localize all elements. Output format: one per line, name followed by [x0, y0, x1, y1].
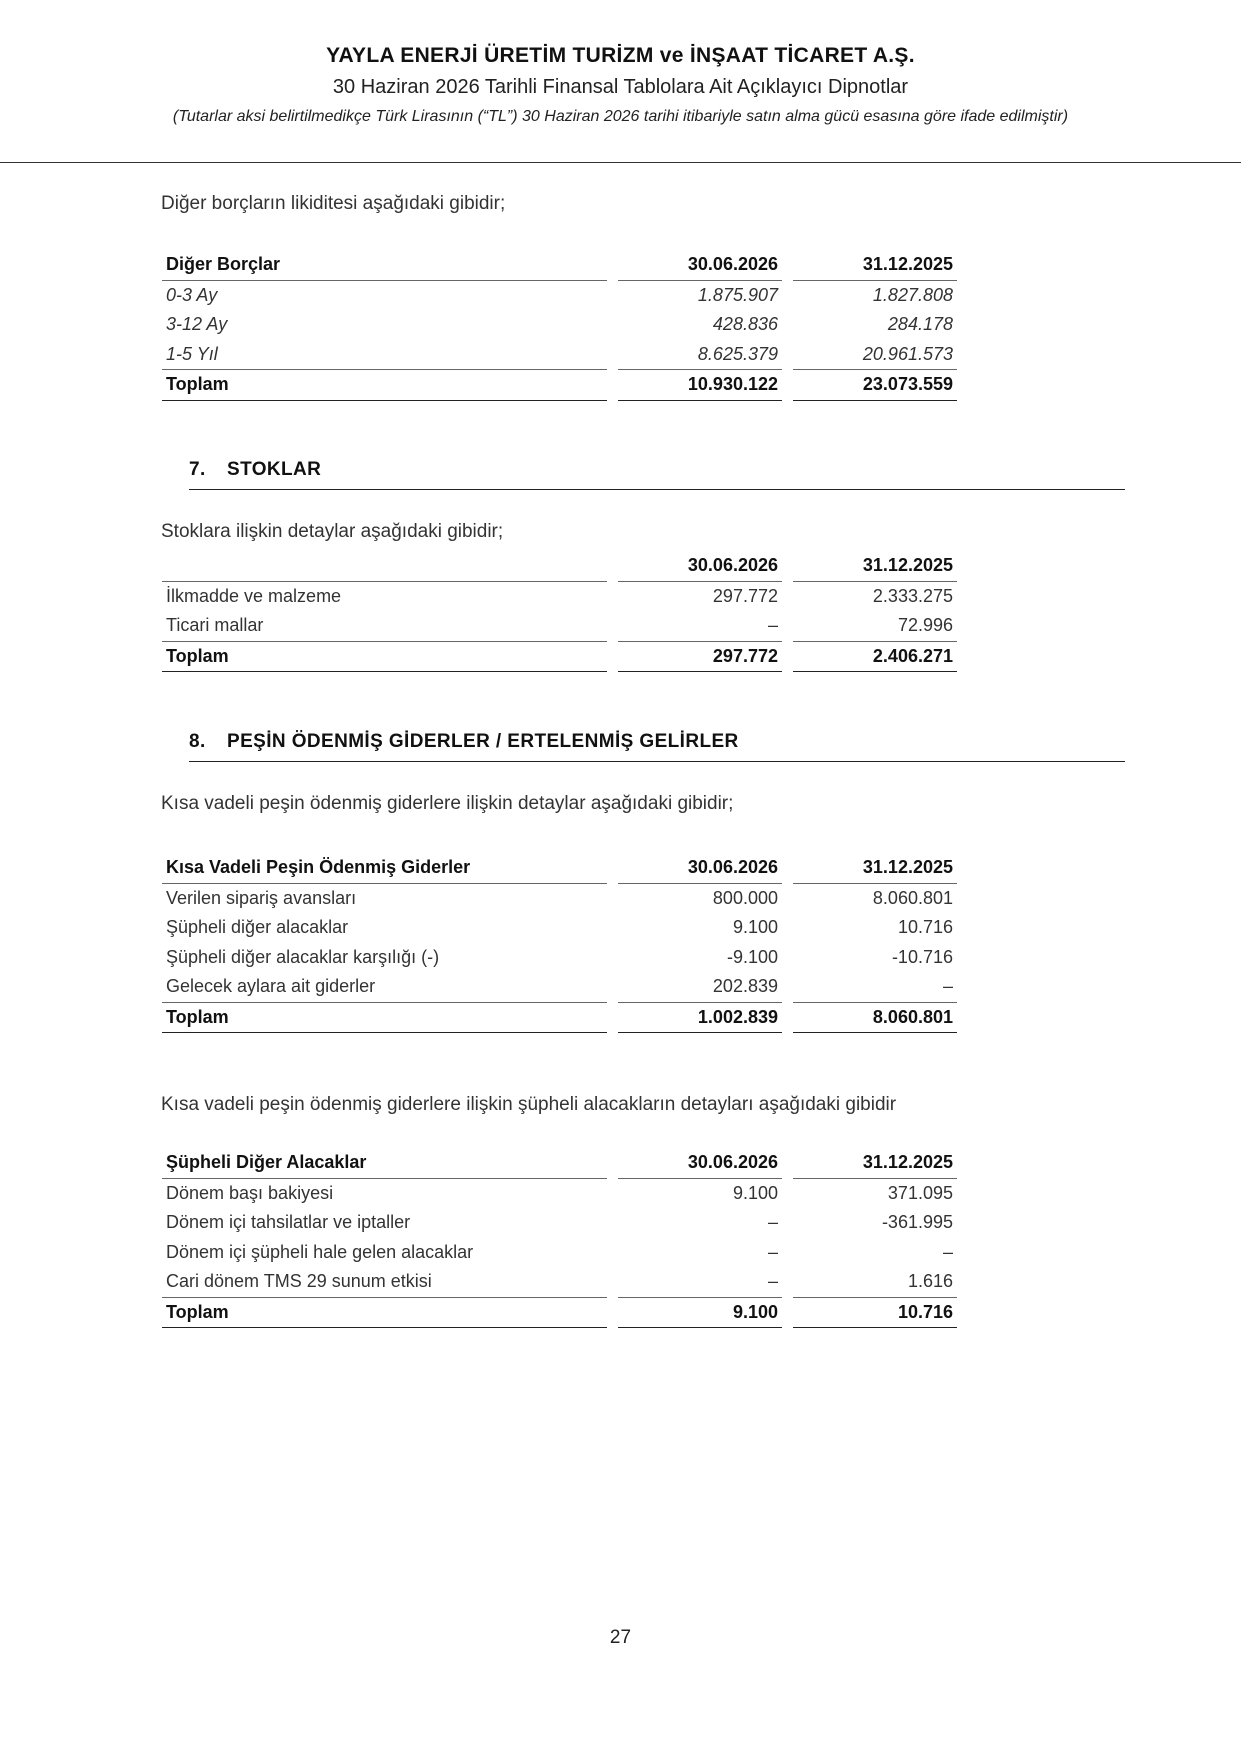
column-header-2025: 31.12.2025 — [793, 853, 957, 884]
doubtful-intro: Kısa vadeli peşin ödenmiş giderlere ilişkin şüpheli alacakların detayları aşağıdaki gibidir — [161, 1094, 897, 1115]
prepaid-table — [162, 853, 957, 1033]
value-2026: 9.100 — [732, 917, 778, 938]
value-2025: – — [942, 1241, 953, 1262]
value-2025: 8.060.801 — [872, 887, 953, 908]
total-label: Toplam — [162, 370, 607, 401]
liquidity-table — [162, 250, 957, 401]
row-label: 0-3 Ay — [166, 284, 218, 305]
value-2025: 1.827.808 — [872, 284, 953, 305]
total-label: Toplam — [162, 1003, 607, 1034]
table-row — [162, 884, 957, 914]
value-2026: 800.000 — [712, 887, 778, 908]
table-row — [162, 1238, 957, 1268]
total-row — [162, 370, 957, 401]
value-2025: 2.333.275 — [872, 585, 953, 606]
table-row — [162, 340, 957, 371]
section-heading-stoklar — [189, 459, 1125, 490]
value-2025: 371.095 — [887, 1182, 953, 1203]
table-row — [162, 582, 957, 612]
row-label: Dönem başı bakiyesi — [166, 1182, 334, 1203]
column-header-2026: 30.06.2026 — [618, 1148, 782, 1179]
company-name: YAYLA ENERJİ ÜRETİM TURİZM ve İNŞAAT TİCARET A.Ş. — [326, 44, 915, 67]
row-label: Dönem içi tahsilatlar ve iptaller — [166, 1212, 411, 1233]
total-2026: 1.002.839 — [618, 1003, 782, 1034]
row-label: Cari dönem TMS 29 sunum etkisi — [162, 1267, 607, 1298]
row-label: Şüpheli diğer alacaklar karşılığı (-) — [166, 946, 440, 967]
total-2026: 10.930.122 — [618, 370, 782, 401]
column-header-label — [162, 551, 607, 582]
value-2025: -361.995 — [881, 1212, 953, 1233]
value-2025: 10.716 — [897, 917, 953, 938]
value-2025: -10.716 — [891, 946, 953, 967]
row-label: Dönem içi şüpheli hale gelen alacaklar — [166, 1241, 474, 1262]
section-heading-prepaid — [189, 731, 1125, 762]
stocks-table — [162, 551, 957, 672]
value-2025: 20.961.573 — [793, 340, 957, 371]
total-row — [162, 1298, 957, 1329]
total-row — [162, 642, 957, 673]
column-header-2025: 31.12.2025 — [793, 1148, 957, 1179]
table-row — [162, 943, 957, 973]
column-header-label: Diğer Borçlar — [162, 250, 607, 281]
value-2026: – — [618, 611, 782, 642]
total-2026: 297.772 — [618, 642, 782, 673]
stocks-intro: Stoklara ilişkin detaylar aşağıdaki gibidir; — [161, 521, 504, 542]
table-header-row — [162, 1148, 957, 1179]
page-number: 27 — [609, 1627, 632, 1648]
document-subtitle: 30 Haziran 2026 Tarihli Finansal Tablolara Ait Açıklayıcı Dipnotlar — [332, 76, 909, 98]
table-row — [162, 310, 957, 340]
row-label: 1-5 Yıl — [162, 340, 607, 371]
value-2026: 297.772 — [712, 585, 778, 606]
table-header-row — [162, 853, 957, 884]
value-2026: 8.625.379 — [618, 340, 782, 371]
header-divider — [0, 162, 1241, 163]
row-label: Verilen sipariş avansları — [166, 887, 357, 908]
total-label: Toplam — [162, 642, 607, 673]
row-label: Gelecek aylara ait giderler — [162, 972, 607, 1003]
row-label: Şüpheli diğer alacaklar — [166, 917, 349, 938]
liquidity-intro: Diğer borçların likiditesi aşağıdaki gibidir; — [161, 193, 506, 214]
section-number: 7. — [189, 459, 206, 480]
total-2025: 23.073.559 — [793, 370, 957, 401]
table-header-row — [162, 551, 957, 582]
value-2025: 72.996 — [793, 611, 957, 642]
row-label: İlkmadde ve malzeme — [166, 585, 342, 606]
table-row — [162, 1267, 957, 1298]
table-row — [162, 913, 957, 943]
section-title: STOKLAR — [227, 459, 322, 480]
value-2026: 202.839 — [618, 972, 782, 1003]
column-header-label: Kısa Vadeli Peşin Ödenmiş Giderler — [162, 853, 607, 884]
total-2025: 10.716 — [793, 1298, 957, 1329]
total-row — [162, 1003, 957, 1034]
column-header-2025: 31.12.2025 — [793, 250, 957, 281]
value-2025: 284.178 — [887, 314, 953, 335]
column-header-label: Şüpheli Diğer Alacaklar — [162, 1148, 607, 1179]
currency-note: (Tutarlar aksi belirtilmedikçe Türk Lirasının (“TL”) 30 Haziran 2026 tarihi itibariyle satın alma gücü esasına göre ifade edilmiştir) — [172, 108, 1069, 125]
value-2026: 9.100 — [732, 1182, 778, 1203]
row-label: Ticari mallar — [162, 611, 607, 642]
table-row — [162, 1208, 957, 1238]
value-2026: – — [618, 1267, 782, 1298]
value-2026: 428.836 — [712, 314, 778, 335]
value-2026: – — [767, 1212, 778, 1233]
page-header — [0, 44, 1241, 126]
table-row — [162, 611, 957, 642]
value-2025: 1.616 — [793, 1267, 957, 1298]
section-number: 8. — [189, 731, 206, 752]
value-2026: 1.875.907 — [697, 284, 778, 305]
column-header-2026: 30.06.2026 — [618, 853, 782, 884]
value-2026: -9.100 — [726, 946, 778, 967]
doubtful-receivables-table — [162, 1148, 957, 1328]
table-row — [162, 972, 957, 1003]
row-label: 3-12 Ay — [166, 314, 228, 335]
column-header-2026: 30.06.2026 — [618, 250, 782, 281]
value-2025: – — [793, 972, 957, 1003]
column-header-2026: 30.06.2026 — [618, 551, 782, 582]
section-title: PEŞİN ÖDENMİŞ GİDERLER / ERTELENMİŞ GELİRLER — [227, 731, 739, 752]
table-header-row — [162, 250, 957, 281]
table-row — [162, 281, 957, 311]
total-2026: 9.100 — [618, 1298, 782, 1329]
prepaid-intro: Kısa vadeli peşin ödenmiş giderlere ilişkin detaylar aşağıdaki gibidir; — [161, 793, 734, 814]
table-row — [162, 1179, 957, 1209]
total-label: Toplam — [162, 1298, 607, 1329]
value-2026: – — [767, 1241, 778, 1262]
total-2025: 2.406.271 — [793, 642, 957, 673]
column-header-2025: 31.12.2025 — [793, 551, 957, 582]
total-2025: 8.060.801 — [793, 1003, 957, 1034]
